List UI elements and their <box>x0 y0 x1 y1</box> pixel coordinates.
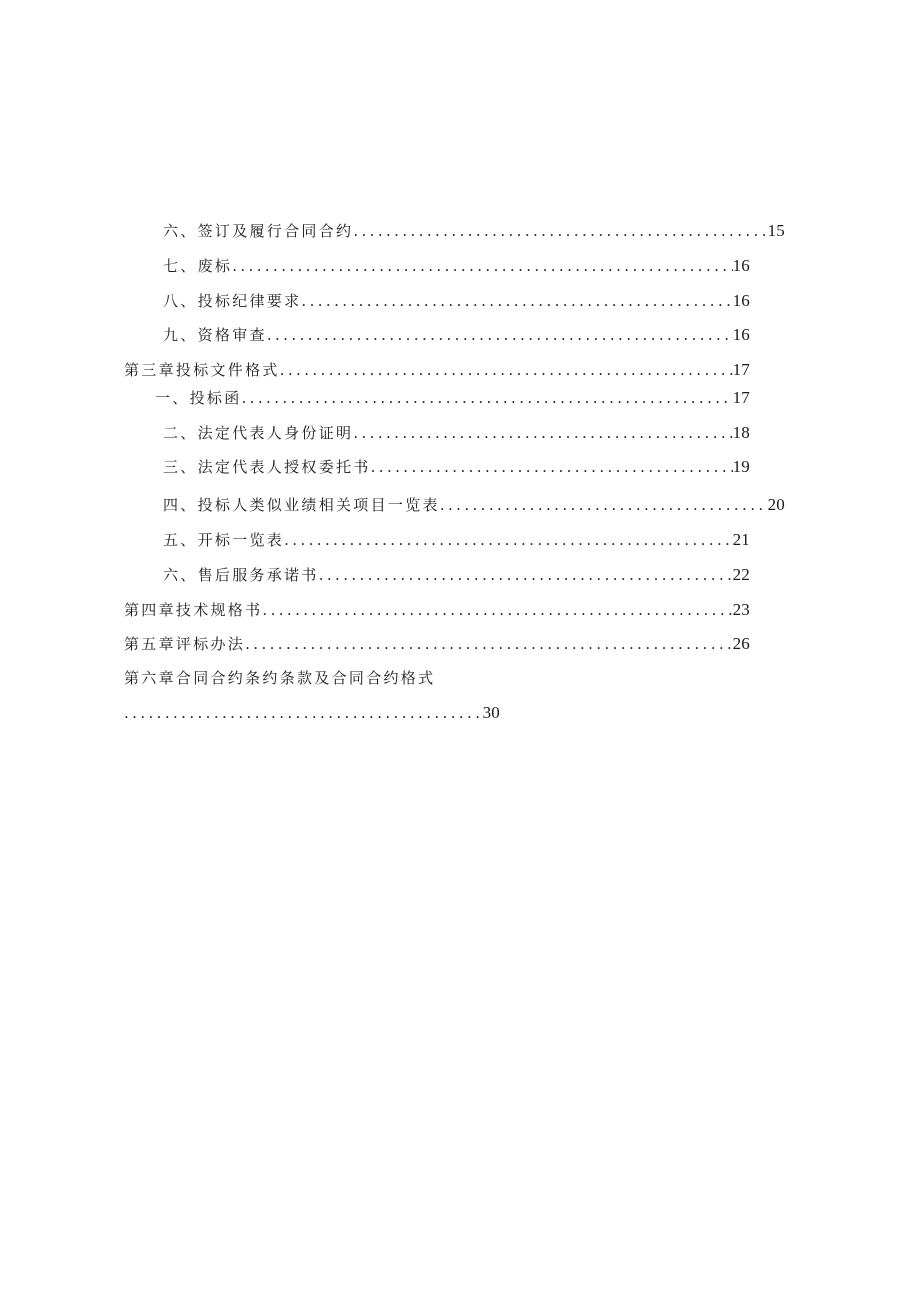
toc-dot-leader <box>353 219 767 243</box>
toc-entry-chapter-6-label[interactable]: 第六章合同合约条约条款及合同合约格式 <box>124 669 436 687</box>
toc-dot-leader <box>301 289 732 313</box>
toc-dot-leader <box>284 528 732 552</box>
toc-entry-legal-rep-id[interactable] <box>163 421 750 445</box>
toc-entry-sign-contract[interactable] <box>163 219 785 243</box>
toc-dot-leader <box>319 563 733 587</box>
toc-dot-leader <box>440 493 768 517</box>
toc-dot-leader <box>232 254 732 278</box>
toc-dot-leader <box>353 421 732 445</box>
toc-dot-leader <box>280 358 733 382</box>
toc-page-number: 18 <box>732 423 750 442</box>
toc-entry-label: 第四章技术规格书 <box>124 601 263 619</box>
toc-page-number: 26 <box>732 634 750 653</box>
toc-dot-leader <box>262 598 732 622</box>
toc-entry-label: 第三章投标文件格式 <box>124 361 280 379</box>
toc-page-number: 15 <box>767 221 785 240</box>
toc-page-number: 17 <box>732 360 750 379</box>
toc-entry-chapter-3[interactable] <box>124 358 750 382</box>
toc-entry-opening-summary[interactable] <box>163 528 750 552</box>
toc-page-number: 30 <box>482 703 500 722</box>
toc-dot-leader <box>267 323 733 347</box>
toc-entry-label: 六、签订及履行合同合约 <box>163 222 354 240</box>
toc-entry-label: 七、废标 <box>163 257 233 275</box>
toc-page-number: 23 <box>732 600 750 619</box>
toc-entry-similar-projects[interactable] <box>163 493 785 517</box>
toc-entry-label: 第五章评标办法 <box>124 635 246 653</box>
toc-entry-label: 四、投标人类似业绩相关项目一览表 <box>163 496 440 514</box>
toc-entry-invalid-bid[interactable] <box>163 254 750 278</box>
toc-dot-leader <box>245 632 732 656</box>
toc-page-number: 21 <box>732 530 750 549</box>
toc-page-number: 16 <box>732 325 750 344</box>
toc-dot-leader <box>124 701 483 725</box>
toc-entry-label: 二、法定代表人身份证明 <box>163 424 354 442</box>
toc-entry-after-sales[interactable] <box>163 563 750 587</box>
toc-entry-label: 一、投标函 <box>155 389 242 407</box>
toc-entry-label: 八、投标纪律要求 <box>163 292 302 310</box>
toc-dot-leader <box>242 386 733 410</box>
toc-page-number: 16 <box>732 256 750 275</box>
toc-entry-qualification-review[interactable] <box>163 323 750 347</box>
toc-entry-label: 六、售后服务承诺书 <box>163 566 319 584</box>
toc-entry-bid-letter[interactable] <box>155 386 750 410</box>
toc-dot-leader <box>371 455 733 479</box>
toc-entry-label: 五、开标一览表 <box>163 531 285 549</box>
toc-page-number: 19 <box>732 457 750 476</box>
toc-entry-chapter-6[interactable] <box>124 701 500 725</box>
toc-entry-label: 三、法定代表人授权委托书 <box>163 458 371 476</box>
toc-entry-label: 九、资格审查 <box>163 326 267 344</box>
toc-page-number: 22 <box>732 565 750 584</box>
toc-entry-power-of-attorney[interactable] <box>163 455 750 479</box>
toc-page-number: 17 <box>732 388 750 407</box>
toc-entry-chapter-4[interactable] <box>124 598 750 622</box>
toc-entry-chapter-5[interactable] <box>124 632 750 656</box>
toc-page-number: 20 <box>767 495 785 514</box>
toc-entry-bid-discipline[interactable] <box>163 289 750 313</box>
toc-page-number: 16 <box>732 291 750 310</box>
